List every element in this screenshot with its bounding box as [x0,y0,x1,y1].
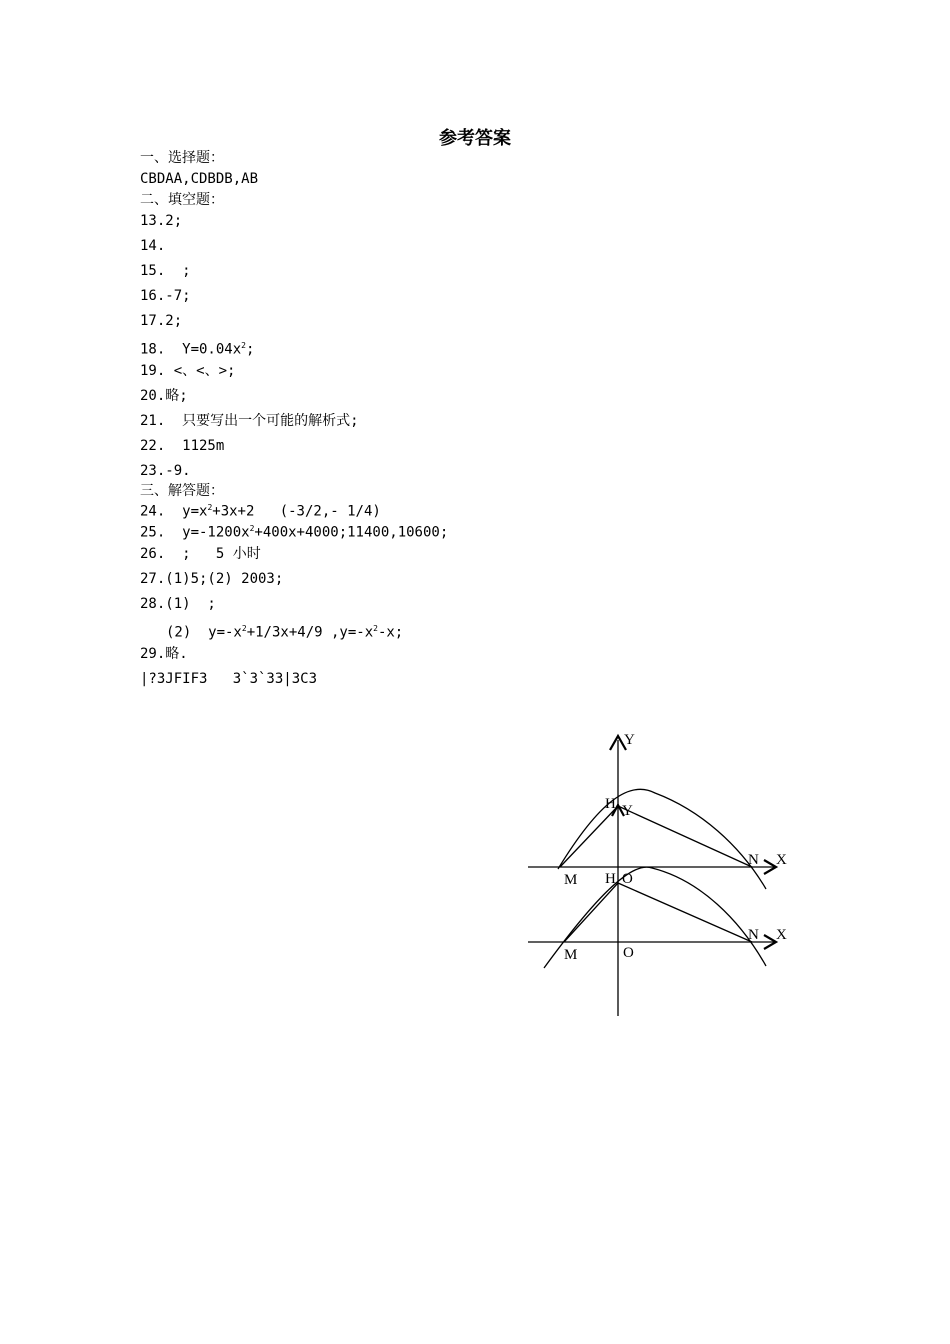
choice-answers: CBDAA,CDBDB,AB [140,171,259,187]
label-x-upper: X [776,852,787,868]
answer-18-exponent: 2 [241,341,246,350]
label-o-lower: O [622,871,633,887]
label-m-lower: M [564,947,578,963]
answer-25-main: 25. y=-1200x [140,524,250,541]
answer-18-end: ; [245,341,255,358]
section-heading-choice: 一、选择题： [140,150,224,166]
label-x-lower: X [776,927,787,943]
answer-28: 28.(1) ; [140,596,216,612]
answer-28-exp2: 2 [373,624,378,633]
answer-13: 13.2; [140,213,183,229]
answer-29: 29.略. [140,646,188,662]
answer-22: 22. 1125m [140,438,225,454]
answer-19: 19. <、<、>; [140,363,236,379]
answer-18-main: 18. Y=0.04x [140,341,242,358]
answer-24-main: 24. y=x [140,503,208,520]
answer-24-end: +3x+2 (-3/2,- 1/4) [212,503,381,520]
upper-segment-hn [618,806,752,867]
answer-27: 27.(1)5;(2) 2003; [140,571,284,587]
upper-parabola [558,789,766,889]
answer-20: 20.略; [140,388,188,404]
label-n-upper: N [748,852,759,868]
answer-23: 23.-9. [140,463,191,479]
answer-28-part2-b: +1/3x+4/9 ,y=-x [246,624,374,641]
label-m-upper: M [564,872,578,888]
label-o-bottom: O [623,945,634,961]
garbled-text: |?3JFIF3 3`3`33|3C3 [140,671,318,687]
label-y-top: Y [624,732,635,748]
answer-26: 26. ; 5 小时 [140,546,261,562]
answer-28-part2-c: -x; [377,624,404,641]
answer-25-exponent: 2 [249,524,255,533]
upper-segment-mh [560,806,618,867]
answer-14: 14. [140,238,166,254]
answer-16: 16.-7; [140,288,191,304]
answer-24-exponent: 2 [207,503,213,512]
answer-28-exp1: 2 [241,624,247,633]
answer-21: 21. 只要写出一个可能的解析式; [140,413,359,429]
label-h-upper: H [605,796,616,812]
section-heading-solve: 三、解答题： [140,483,224,499]
answer-28-part2-a: (2) y=-x [166,624,242,641]
answer-17: 17.2; [140,313,183,329]
label-n-lower: N [748,927,759,943]
page-title: 参考答案 [439,128,511,149]
label-y-inner: Y [622,803,633,819]
lower-segment-hn [618,883,752,942]
section-heading-fill: 二、填空题： [140,192,224,208]
answer-15: 15. ; [140,263,191,279]
lower-segment-mh [564,883,618,942]
label-h-lower: H [605,871,616,887]
answer-25-end: +400x+4000;11400,10600; [254,524,449,541]
